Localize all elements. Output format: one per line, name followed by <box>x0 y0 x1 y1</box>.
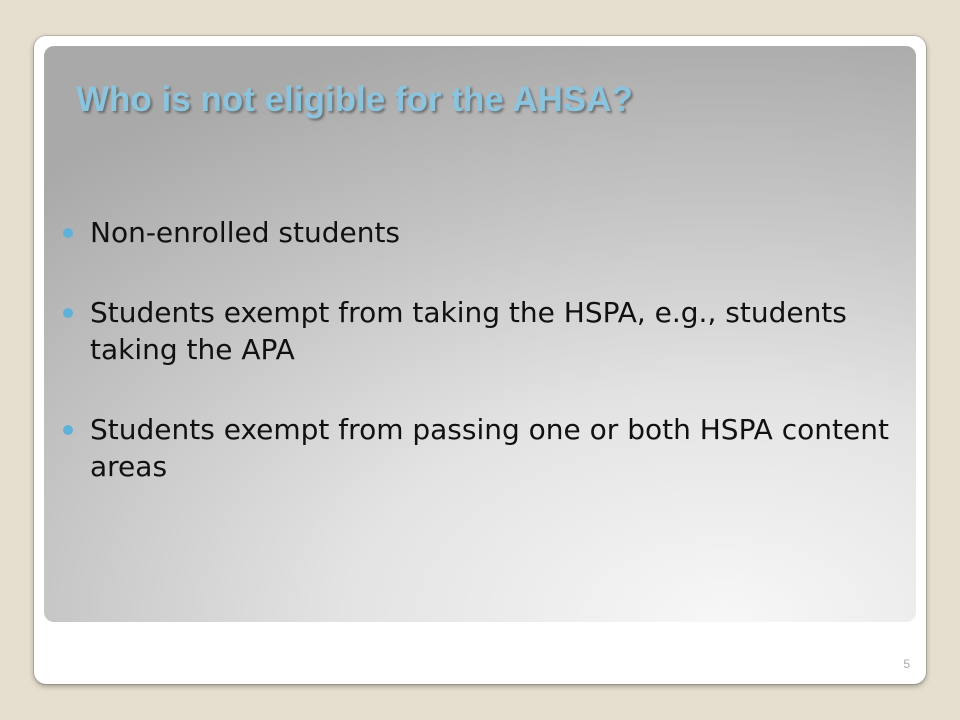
bullet-item <box>62 214 892 251</box>
bullet-text: Students exempt from passing one or both HSPA content areas <box>90 413 889 483</box>
bullet-marker-icon <box>63 308 73 318</box>
slide-title: Who is not eligible for the AHSA? <box>76 80 633 119</box>
page-number: 5 <box>903 657 910 671</box>
bullet-text: Students exempt from taking the HSPA, e.g., students taking the APA <box>90 296 847 366</box>
bullet-item <box>62 411 892 485</box>
bullet-marker-icon <box>63 425 73 435</box>
bullet-item <box>62 294 892 368</box>
bullet-text: Non-enrolled students <box>90 216 401 249</box>
bullet-marker-icon <box>63 228 73 238</box>
bullet-list <box>62 214 892 528</box>
